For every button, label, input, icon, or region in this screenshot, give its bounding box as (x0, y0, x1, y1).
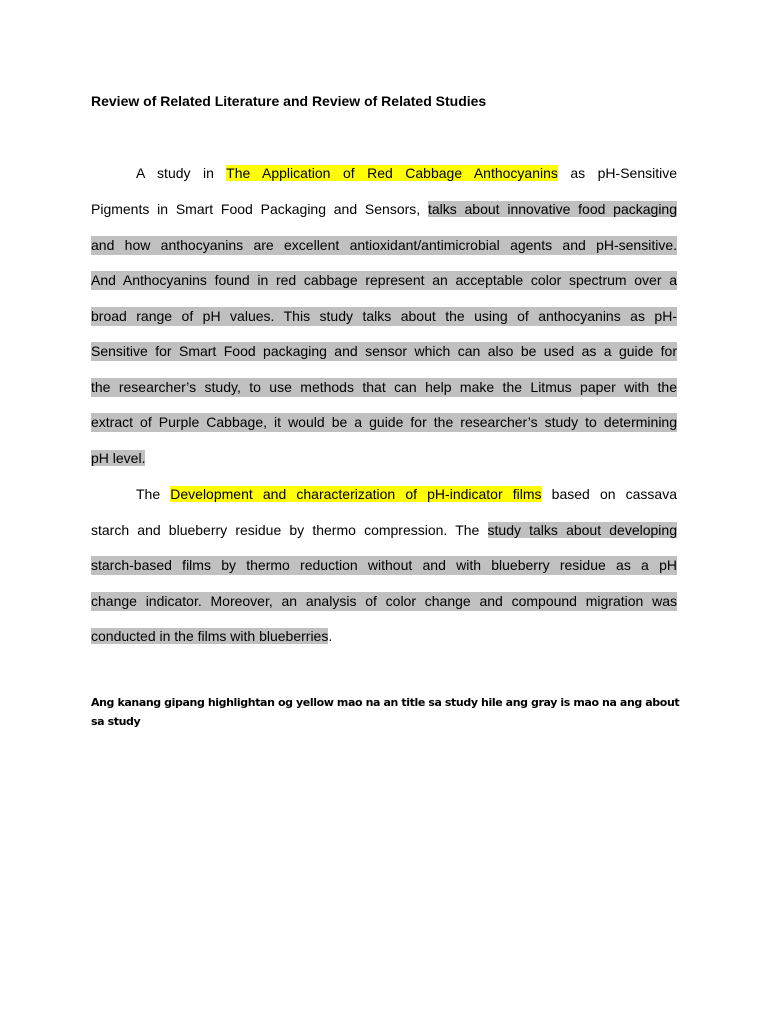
paragraph-1-line-1 (91, 164, 677, 183)
paragraph-1-line-6: Sensitive for Smart Food packaging and sensor which can also be used as a guide for (91, 343, 677, 359)
text-run: as pH-Sensitive (557, 165, 677, 181)
paragraph-2-line-5 (91, 627, 677, 646)
study-about-highlight: pH level. (91, 450, 146, 466)
study-about-highlight: study talks about developing (487, 522, 677, 538)
paragraph-1-line-5: broad range of pH values. This study talks about the using of anthocyanins as pH- (91, 308, 677, 324)
study-about-highlight: talks about innovative food packaging (427, 201, 678, 217)
paragraph-2-line-1 (91, 485, 677, 504)
text-run: A study in (136, 165, 227, 181)
paragraph-2-line-3: starch-based films by thermo reduction without and with blueberry residue as a pH (91, 557, 677, 573)
highlight-legend-note: Ang kanang gipang highlightan og yellow mao na an title sa study hile ang gray is mao na ang about sa study (91, 696, 680, 728)
paragraph-2-line-2 (91, 521, 677, 540)
section-heading: Review of Related Literature and Review of Related Studies (91, 93, 487, 109)
text-run: The (136, 486, 171, 502)
text-run: starch and blueberry residue by thermo compression. The (91, 522, 488, 538)
paragraph-1-line-3: and how anthocyanins are excellent antioxidant/antimicrobial agents and pH-sensitive. (91, 237, 677, 253)
text-run: based on cassava (541, 486, 678, 502)
paragraph-2-line-4: change indicator. Moreover, an analysis of color change and compound migration was (91, 593, 677, 609)
paragraph-1-line-2 (91, 200, 677, 219)
paragraph-1-line-4: And Anthocyanins found in red cabbage represent an acceptable color spectrum over a (91, 272, 677, 288)
study-about-highlight: conducted in the films with blueberries (91, 628, 329, 644)
paragraph-1-line-9 (91, 449, 677, 468)
study-title-highlight: Development and characterization of pH-indicator films (170, 486, 542, 502)
text-run: Pigments in Smart Food Packaging and Sensors, (91, 201, 428, 217)
paragraph-1-line-8: extract of Purple Cabbage, it would be a guide for the researcher’s study to determining (91, 414, 677, 430)
text-run: . (328, 628, 333, 644)
paragraph-1-line-7: the researcher’s study, to use methods that can help make the Litmus paper with the (91, 379, 677, 395)
study-title-highlight: The Application of Red Cabbage Anthocyanins (226, 165, 558, 181)
